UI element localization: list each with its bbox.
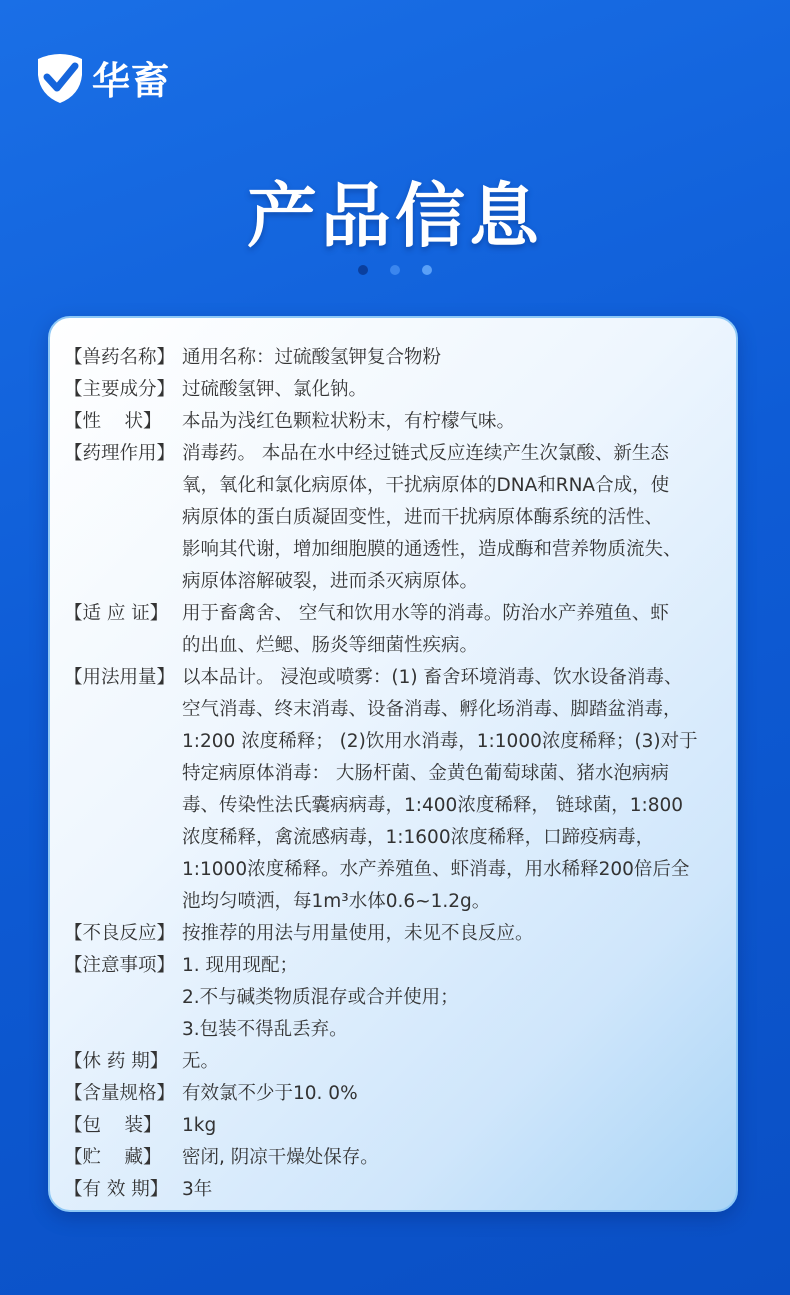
info-label: 【贮 藏】: [64, 1147, 162, 1168]
info-rows: [64, 342, 722, 1206]
info-value: [182, 950, 722, 1046]
info-row: [64, 1174, 722, 1206]
info-value-line: 2.不与碱类物质混存或合并使用；: [182, 987, 459, 1008]
info-value-line: 过硫酸氢钾、氯化钠。: [182, 379, 368, 400]
info-row: [64, 406, 722, 438]
info-value: [182, 1174, 722, 1206]
info-value-line: 浓度稀释，禽流感病毒，1:1600浓度稀释，口蹄疫病毒，: [182, 827, 655, 848]
pager-dots: [0, 265, 790, 275]
info-row: [64, 918, 722, 950]
info-value-line: 池均匀喷洒，每1m³水体0.6~1.2g。: [182, 891, 491, 912]
info-value-line: 特定病原体消毒： 大肠杆菌、金黄色葡萄球菌、猪水泡病病: [182, 763, 669, 784]
info-value: [182, 406, 722, 438]
info-row: [64, 598, 722, 662]
info-value-line: 通用名称：过硫酸氢钾复合物粉: [182, 347, 442, 368]
pager-dot: [422, 265, 432, 275]
info-value-line: 病原体的蛋白质凝固变性，进而干扰病原体酶系统的活性、: [182, 507, 664, 528]
info-value-line: 密闭, 阴凉干燥处保存。: [182, 1147, 379, 1168]
info-value: [182, 1046, 722, 1078]
info-value-line: 本品为浅红色颗粒状粉末，有柠檬气味。: [182, 411, 516, 432]
product-info-card: [48, 316, 738, 1212]
info-value-line: 氧，氧化和氯化病原体，干扰病原体的DNA和RNA合成，使: [182, 475, 670, 496]
info-value-line: 1kg: [182, 1115, 217, 1136]
info-row: [64, 342, 722, 374]
info-value: [182, 438, 722, 598]
info-value-line: 用于畜禽舍、 空气和饮用水等的消毒。防治水产养殖鱼、虾: [182, 603, 669, 624]
info-value: [182, 598, 722, 662]
info-row: [64, 1142, 722, 1174]
info-row: [64, 438, 722, 598]
info-value-line: 3年: [182, 1179, 213, 1200]
info-value: [182, 1078, 722, 1110]
info-row: [64, 1046, 722, 1078]
info-value: [182, 918, 722, 950]
info-value-line: 1:200 浓度稀释； (2)饮用水消毒，1:1000浓度稀释；(3)对于: [182, 731, 698, 752]
info-label: 【药理作用】: [64, 443, 176, 464]
info-label: 【包 装】: [64, 1115, 162, 1136]
info-label: 【有 效 期】: [64, 1179, 169, 1200]
info-row: [64, 950, 722, 1046]
info-value-line: 消毒药。 本品在水中经过链式反应连续产生次氯酸、新生态: [182, 443, 669, 464]
info-row: [64, 1078, 722, 1110]
check-badge-icon: [34, 51, 86, 105]
info-value: [182, 342, 722, 374]
info-value: [182, 1110, 722, 1142]
info-value-line: 1:1000浓度稀释。水产养殖鱼、虾消毒，用水稀释200倍后全: [182, 859, 690, 880]
pager-dot: [358, 265, 368, 275]
page-title: 产品信息: [247, 174, 543, 257]
info-value-line: 按推荐的用法与用量使用，未见不良反应。: [182, 923, 534, 944]
info-value-line: 1. 现用现配；: [182, 955, 299, 976]
info-label: 【休 药 期】: [64, 1051, 169, 1072]
info-label: 【适 应 证】: [64, 603, 169, 624]
info-value-line: 以本品计。 浸泡或喷雾：(1) 畜舍环境消毒、饮水设备消毒、: [182, 667, 683, 688]
brand-logo: [34, 50, 170, 105]
info-value-line: 无。: [182, 1051, 220, 1072]
info-label: 【性 状】: [64, 411, 162, 432]
info-label: 【主要成分】: [64, 379, 176, 400]
info-label: 【含量规格】: [64, 1083, 176, 1104]
info-value-line: 3.包装不得乱丢弃。: [182, 1019, 348, 1040]
info-label: 【兽药名称】: [64, 347, 176, 368]
info-value-line: 毒、传染性法氏囊病病毒，1:400浓度稀释， 链球菌，1:800: [182, 795, 684, 816]
info-value-line: 空气消毒、终末消毒、设备消毒、孵化场消毒、脚踏盆消毒，: [182, 699, 682, 720]
info-value: [182, 1142, 722, 1174]
info-value-line: 的出血、烂鳃、肠炎等细菌性疾病。: [182, 635, 479, 656]
info-label: 【不良反应】: [64, 923, 176, 944]
pager-dot: [390, 265, 400, 275]
info-label: 【用法用量】: [64, 667, 176, 688]
info-value-line: 病原体溶解破裂，进而杀灭病原体。: [182, 571, 479, 592]
info-row: [64, 374, 722, 406]
info-value: [182, 374, 722, 406]
info-row: [64, 662, 722, 918]
brand-name: 华畜: [92, 59, 171, 103]
info-row: [64, 1110, 722, 1142]
info-value-line: 影响其代谢，增加细胞膜的通透性，造成酶和营养物质流失、: [182, 539, 682, 560]
info-value-line: 有效氯不少于10. 0%: [182, 1083, 358, 1104]
info-label: 【注意事项】: [64, 955, 176, 976]
info-value: [182, 662, 722, 918]
